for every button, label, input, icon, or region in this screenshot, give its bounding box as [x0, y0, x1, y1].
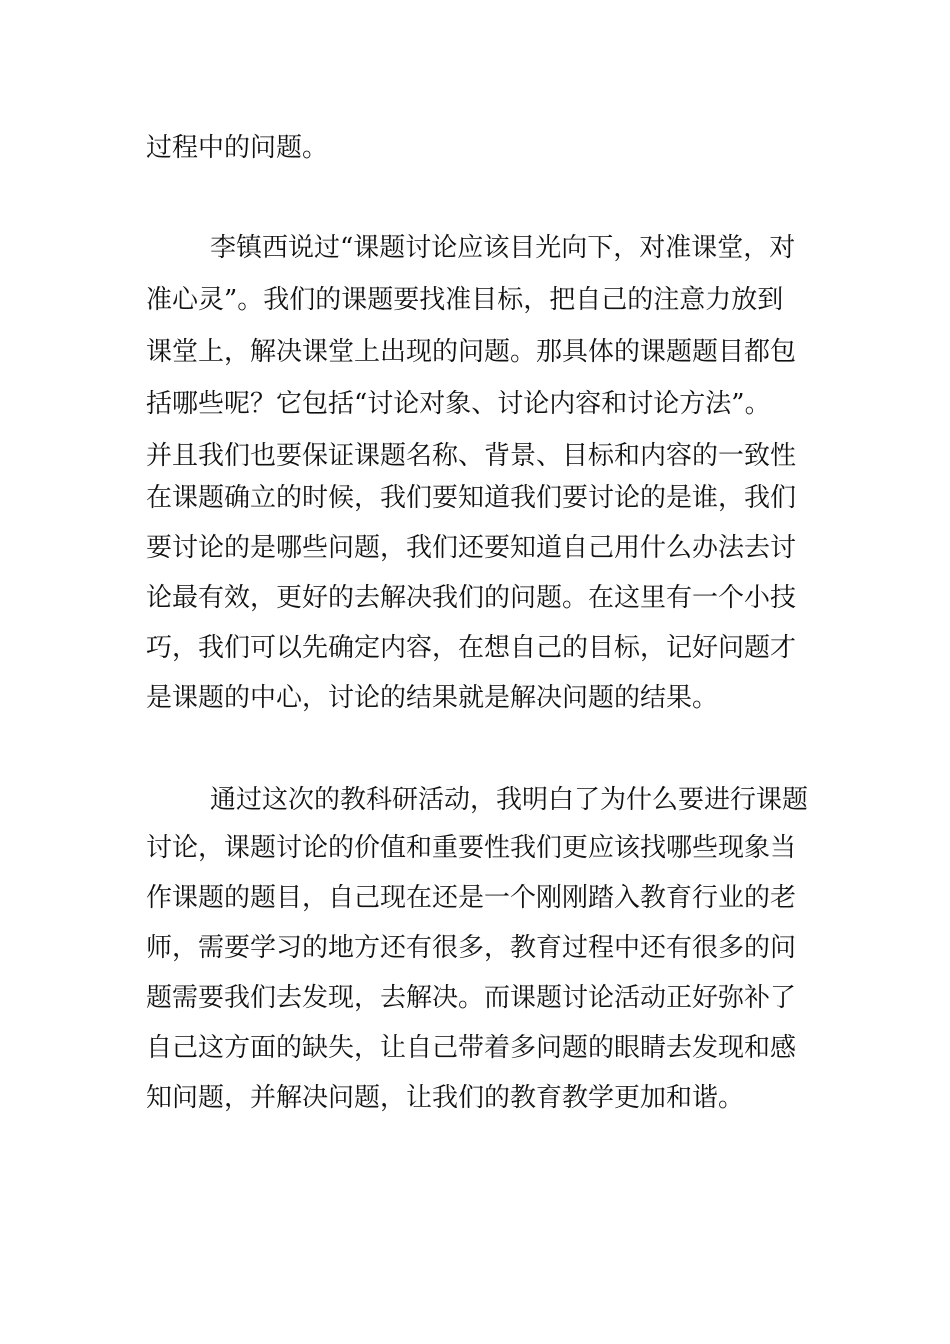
paragraph-2-line-5: 并且我们也要保证课题名称、背景、目标和内容的一致性 [146, 441, 797, 471]
paragraph-2-line-6: 在课题确立的时候，我们要知道我们要讨论的是谁，我们 [146, 483, 797, 513]
paragraph-3-line-1: 通过这次的教科研活动，我明白了为什么要进行课题 [210, 785, 809, 815]
paragraph-3-line-5: 题需要我们去发现，去解决。而课题讨论活动正好弥补了 [146, 983, 797, 1013]
paragraph-3-line-2: 讨论，课题讨论的价值和重要性我们更应该找哪些现象当 [146, 833, 797, 863]
paragraph-2-line-4: 括哪些呢？它包括“讨论对象、讨论内容和讨论方法”。 [146, 389, 771, 419]
paragraph-3-line-4: 师，需要学习的地方还有很多，教育过程中还有很多的问 [146, 933, 797, 963]
paragraph-2-line-8: 论最有效，更好的去解决我们的问题。在这里有一个小技 [146, 583, 797, 613]
paragraph-2-line-3: 课堂上，解决课堂上出现的问题。那具体的课题题目都包 [146, 337, 797, 367]
paragraph-3-line-6: 自己这方面的缺失，让自己带着多问题的眼睛去发现和感 [146, 1033, 797, 1063]
paragraph-2-line-10: 是课题的中心，讨论的结果就是解决问题的结果。 [146, 683, 719, 713]
paragraph-2-line-1: 李镇西说过“课题讨论应该目光向下，对准课堂，对 [210, 233, 796, 263]
paragraph-2-line-7: 要讨论的是哪些问题，我们还要知道自己用什么办法去讨 [146, 533, 797, 563]
paragraph-1-line-1: 过程中的问题。 [146, 133, 329, 163]
paragraph-3-line-3: 作课题的题目，自己现在还是一个刚刚踏入教育行业的老 [146, 883, 797, 913]
paragraph-3-line-7: 知问题，并解决问题，让我们的教育教学更加和谐。 [146, 1083, 745, 1113]
paragraph-2-line-9: 巧，我们可以先确定内容，在想自己的目标，记好问题才 [146, 633, 797, 663]
paragraph-2-line-2: 准心灵”。我们的课题要找准目标，把自己的注意力放到 [146, 285, 784, 315]
